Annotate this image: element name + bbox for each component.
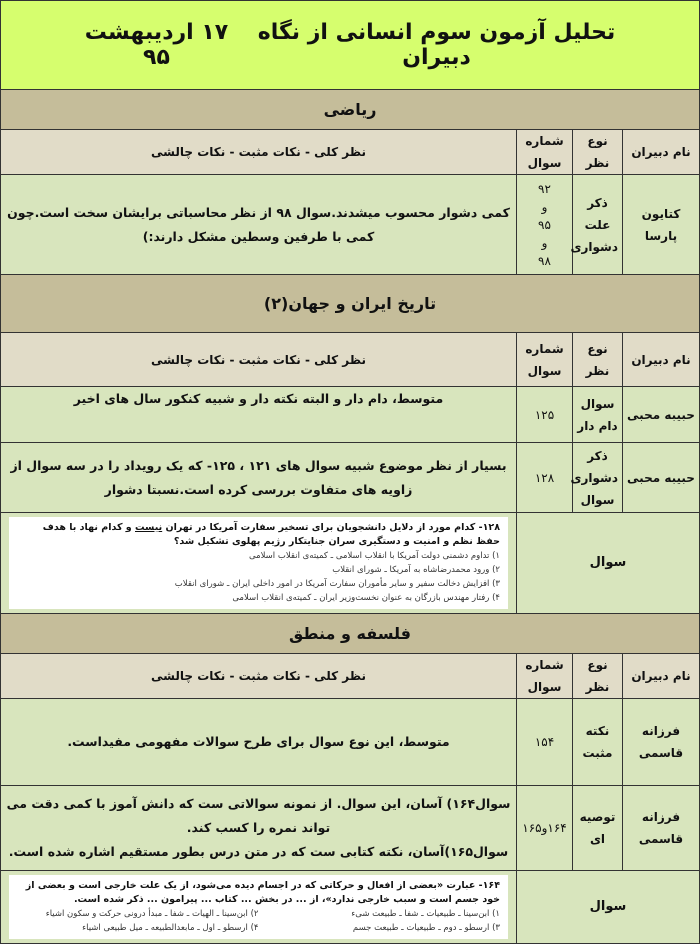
comment-line: سوال۱۶۵)آسان، نکته کتابی ست که در متن درس بطور مستقیم اشاره شده است.: [8, 844, 509, 859]
question-number: ۱۵۴: [517, 699, 573, 786]
stem-part: ۱۲۸- کدام مورد از دلایل دانشجویان برای تسخیر سفارت آمریکا در تهران: [162, 522, 500, 533]
question-label: سوال: [517, 871, 700, 944]
question-cell: [1, 871, 517, 944]
comment: [1, 786, 517, 871]
comment: کمی دشوار محسوب میشدند.سوال ۹۸ از نظر محاسباتی برایشان سخت است.چون کمی با طرفین وسطین مشکل دارند:): [1, 175, 517, 275]
header-type: نوع نظر: [573, 130, 623, 175]
number: ۹۵: [538, 217, 551, 232]
teacher-name: کتایون پارسا: [623, 175, 700, 275]
question-number: ۱۲۵: [517, 387, 573, 443]
question-row: [1, 871, 700, 944]
title-date: ۱۷ اردیبهشت ۹۵: [84, 20, 229, 70]
header-comment: نظر کلی - نکات مثبت - نکات چالشی: [1, 333, 517, 387]
table-row: [1, 387, 700, 443]
header-teacher: نام دبیران: [623, 654, 700, 699]
option: ۲) ورود محمدرضاشاه به آمریکا ـ شورای انقلاب: [332, 565, 500, 575]
table-row: [1, 786, 700, 871]
question-cell: [1, 513, 517, 614]
question-label: سوال: [517, 513, 700, 614]
question-numbers: [517, 175, 573, 275]
question-stem: [17, 521, 500, 549]
question-image: [9, 875, 508, 939]
option: ۴) رفتار مهندس بازرگان به عنوان نخست‌وزیر ایران ـ کمیته‌ی انقلاب اسلامی: [232, 593, 500, 603]
comment-line: سوال۱۶۴) آسان، این سوال. از نمونه سوالاتی ست که دانش آموز با کمی دقت می تواند نمره را کسب کند.: [6, 796, 511, 835]
page-title: [1, 1, 700, 90]
question-number: ۱۶۴و۱۶۵: [517, 786, 573, 871]
option: ۱) تداوم دشمنی دولت آمریکا با انقلاب اسلامی ـ کمیته‌ی انقلاب اسلامی: [248, 551, 500, 561]
teacher-name: حبیبه محبی: [623, 443, 700, 513]
header-type: نوع نظر: [573, 333, 623, 387]
section-title-philosophy: فلسفه و منطق: [1, 614, 700, 654]
comment: متوسط، این نوع سوال برای طرح سوالات مفهومی مفیداست.: [1, 699, 517, 786]
question-image: [9, 517, 508, 609]
teacher-name: فرزانه قاسمی: [623, 786, 700, 871]
section-title-math: ریاضی: [1, 90, 700, 130]
option: ۳) افزایش دخالت سفیر و سایر مأموران سفارت آمریکا در امور داخلی ایران ـ شورای انقلاب: [174, 579, 500, 589]
header-number: شماره سوال: [517, 130, 573, 175]
header-number: شماره سوال: [517, 333, 573, 387]
stem-underlined: نیست: [135, 522, 163, 533]
header-number: شماره سوال: [517, 654, 573, 699]
section-title-history: تاریخ ایران و جهان(۲): [1, 275, 700, 333]
table-row: [1, 443, 700, 513]
header-comment: نظر کلی - نکات مثبت - نکات چالشی: [1, 130, 517, 175]
number: ۹۸: [538, 253, 551, 268]
comment-type: ذکر علت دشواری: [573, 175, 623, 275]
question-number: ۱۲۸: [517, 443, 573, 513]
stem-part: و کدام نهاد با هدف حفظ نظم و امنیت و دستگیری سران جنایتکار رژیم پهلوی تشکیل شد؟: [42, 522, 500, 547]
title-text: تحلیل آزمون سوم انسانی از نگاه دبیران: [257, 20, 616, 70]
table-row: [1, 699, 700, 786]
option: ۳) ارسطو ـ دوم ـ طبیعیات ـ طبیعت جسم: [352, 923, 500, 933]
number: ۹۲: [538, 181, 551, 196]
comment-type: ذکر دشواری سوال: [573, 443, 623, 513]
comment: متوسط، دام دار و البته نکته دار و شبیه کنکور سال های اخیر: [1, 387, 517, 443]
comment: بسیار از نظر موضوع شبیه سوال های ۱۲۱ ، ۱۲۵- که یک رویداد را در سه سوال از زاویه های متفاوت بررسی کرده است.نسبتا دشوار: [1, 443, 517, 513]
header-teacher: نام دبیران: [623, 130, 700, 175]
comment-type: توصیه ای: [573, 786, 623, 871]
question-row: [1, 513, 700, 614]
header-teacher: نام دبیران: [623, 333, 700, 387]
header-comment: نظر کلی - نکات مثبت - نکات چالشی: [1, 654, 517, 699]
header-type: نوع نظر: [573, 654, 623, 699]
question-stem: ۱۶۴- عبارت «بعضی از افعال و حرکاتی که در اجسام دیده می‌شود، از یک علت خارجی است و بعضی از خود جسم است و سبب خارجی ندارد»، از ... در بخش ... کتاب ... پیرامون ... ذکر شده است.: [25, 880, 500, 905]
teacher-name: فرزانه قاسمی: [623, 699, 700, 786]
number: و: [541, 199, 548, 214]
number: و: [541, 235, 548, 250]
comment-type: سوال دام دار: [573, 387, 623, 443]
option: ۲) ابن‌سینا ـ الهیات ـ شفا ـ مبدأ درونی حرکت و سکون اشیاء: [45, 909, 259, 919]
option: ۴) ارسطو ـ اول ـ مابعدالطبیعه ـ میل طبیعی اشیاء: [82, 923, 259, 933]
comment-type: نکته مثبت: [573, 699, 623, 786]
teacher-name: حبیبه محبی: [623, 387, 700, 443]
option: ۱) ابن‌سینا ـ طبیعیات ـ شفا ـ طبیعت شیء: [351, 909, 500, 919]
table-row: [1, 175, 700, 275]
